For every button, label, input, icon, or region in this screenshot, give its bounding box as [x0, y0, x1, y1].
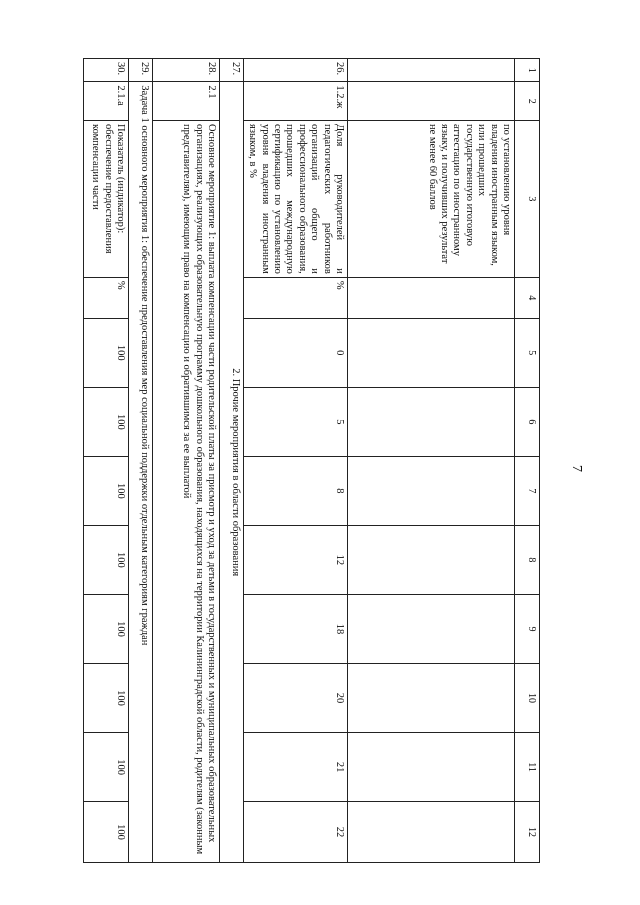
row-code: 2.1 [153, 82, 220, 121]
section-title: 2. Прочие мероприятия в области образования [220, 82, 244, 863]
row-number: 27. [220, 59, 244, 82]
value-cell: 18 [244, 594, 348, 663]
page-number: 7 [569, 465, 584, 472]
table-row-28 [153, 59, 220, 863]
value-cell: 100 [84, 594, 129, 663]
value-cell: 100 [84, 733, 129, 802]
indicators-table [83, 58, 540, 863]
value-cell: 100 [84, 664, 129, 733]
header-cell: 2 [515, 82, 540, 121]
header-cell: 5 [515, 318, 540, 387]
table-row-27 [220, 59, 244, 863]
header-cell: 8 [515, 525, 540, 594]
value-cell: 22 [244, 802, 348, 863]
header-cell: 4 [515, 277, 540, 318]
header-cell: 11 [515, 733, 540, 802]
value-cell: 100 [84, 456, 129, 525]
row-number: 28. [153, 59, 220, 82]
task-text: Задача 1 основного мероприятия 1: обеспечение предоставления мер социальной поддержки отдельным категориям граждан [129, 82, 153, 863]
header-row [515, 59, 540, 863]
row-number: 26. [244, 59, 348, 82]
row-code: 2.1.а [84, 82, 129, 121]
rotated-table-wrapper [88, 58, 540, 863]
row-number: 30. [84, 59, 129, 82]
value-cell: 100 [84, 387, 129, 456]
value-cell: 100 [84, 525, 129, 594]
value-cell: 20 [244, 664, 348, 733]
unit-cell: % [84, 277, 129, 318]
table-row-30 [84, 59, 129, 863]
header-cell: 10 [515, 664, 540, 733]
value-cell: 100 [84, 802, 129, 863]
header-cell: 9 [515, 594, 540, 663]
header-cell: 3 [515, 121, 540, 278]
header-cell: 1 [515, 59, 540, 82]
header-cell: 12 [515, 802, 540, 863]
indicator-name: по установлению уровня владения иностранным языком, или прошедших государственную итоговую аттестацию по иностранному языку, и получивших результат не менее 60 баллов [348, 121, 515, 278]
table-row-29 [129, 59, 153, 863]
value-cell: 0 [244, 318, 348, 387]
value-cell: 12 [244, 525, 348, 594]
value-cell: 21 [244, 733, 348, 802]
unit-cell: % [244, 277, 348, 318]
value-cell: 8 [244, 456, 348, 525]
indicator-name: Показатель (индикатор): обеспечение предоставления компенсации части [84, 121, 129, 278]
table-row-26 [244, 59, 348, 863]
table-row-continued [348, 59, 515, 863]
row-code: 1.2.ж [244, 82, 348, 121]
header-cell: 6 [515, 387, 540, 456]
indicator-name: Доля руководителей и педагогических работников организаций общего и профессионального образования, прошедших международную сертификацию по установлению уровня владения иностранным языком, в % [244, 121, 348, 278]
main-activity-text: Основное мероприятие 1: выплата компенсации части родительской платы за присмотр и уход за детьми в государственных и муниципальных образовательных организациях, реализующих образовательную программу дошкольного образования, находящихся на территории Калининградской области, родителям (законным представителям), имеющим право на компенсацию и обратившимся за ее выплатой [153, 121, 220, 863]
header-cell: 7 [515, 456, 540, 525]
row-number: 29. [129, 59, 153, 82]
value-cell: 100 [84, 318, 129, 387]
value-cell: 5 [244, 387, 348, 456]
